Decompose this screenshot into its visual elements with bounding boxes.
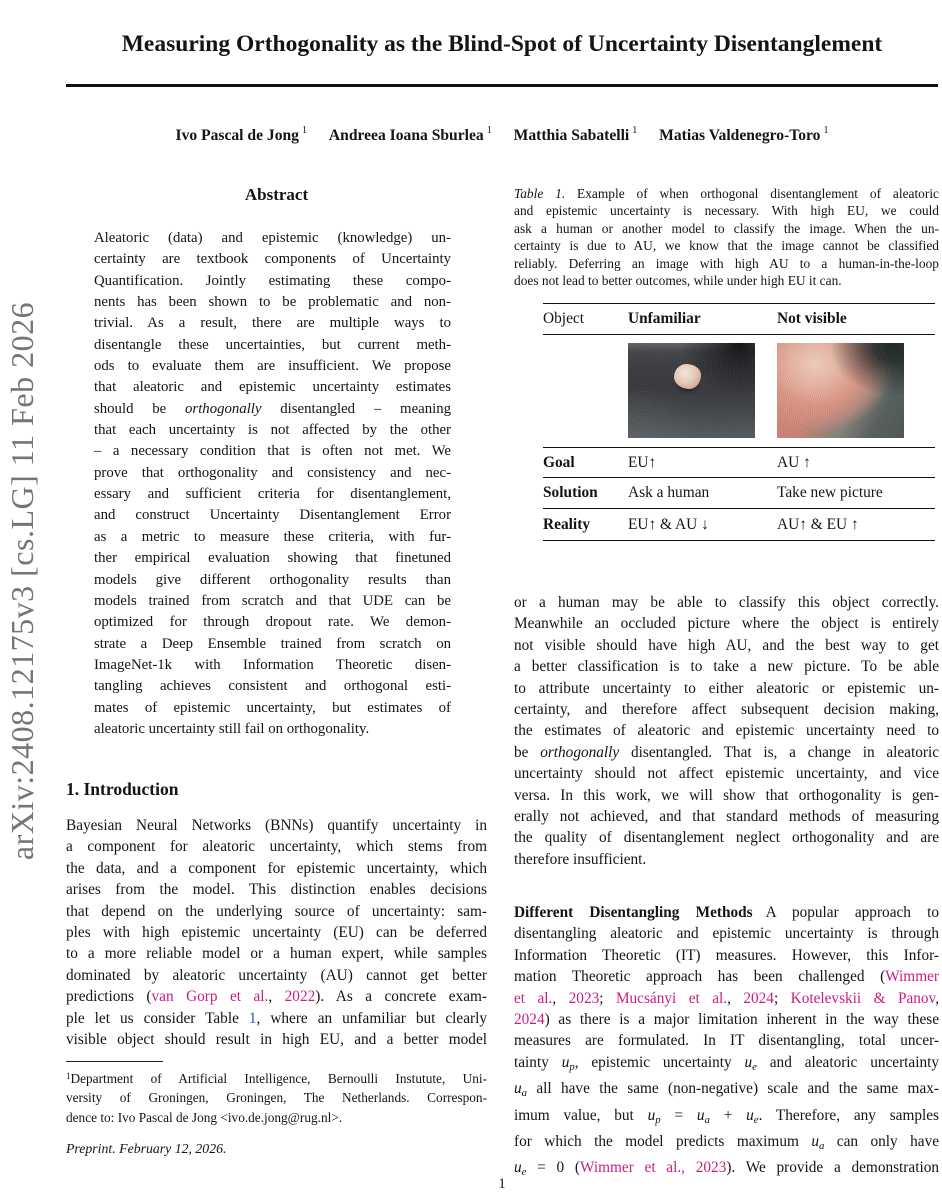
text-span: ). As a concrete exam- bbox=[315, 988, 487, 1006]
text-span: tangling achieves consistent and orthogonal esti- bbox=[94, 678, 451, 695]
author-name: Ivo Pascal de Jong $^1$ bbox=[175, 125, 307, 144]
text-span: mates of epistemic uncertainty, but estimates of bbox=[94, 699, 451, 716]
text-line bbox=[514, 1078, 939, 1104]
footnote-text bbox=[66, 1067, 487, 1127]
text-span: erally not achieved, and that standard methods of measuring bbox=[514, 808, 939, 826]
text-line bbox=[514, 849, 939, 870]
text-span: imum value, but bbox=[514, 1106, 648, 1124]
citation-link[interactable]: Wimmer et al., 2023 bbox=[580, 1159, 727, 1177]
text-span: a better classification is to take a new picture. To be able bbox=[514, 658, 939, 676]
text-span: should be bbox=[94, 400, 186, 417]
text-line bbox=[94, 313, 451, 334]
occluded-photo bbox=[777, 343, 904, 438]
citation-link[interactable]: Mucsányi et al. bbox=[615, 989, 728, 1007]
text-span: prove that orthogonality and consistency and nec- bbox=[94, 464, 451, 481]
text-span: ods to evaluate them are insufficient. We propose bbox=[94, 358, 451, 375]
text-span: 1 bbox=[66, 1071, 71, 1081]
text-span: reliably. Deferring an image with high AU to a human-in-the-loop bbox=[514, 255, 939, 271]
text-line bbox=[94, 548, 451, 569]
text-line bbox=[514, 923, 939, 944]
text-line bbox=[94, 292, 451, 313]
text-line bbox=[94, 335, 451, 356]
text-line bbox=[514, 1157, 939, 1183]
text-span: be bbox=[514, 743, 541, 761]
text-line bbox=[514, 592, 939, 613]
text-span: can only have bbox=[824, 1133, 940, 1151]
text-span: u bbox=[746, 1106, 754, 1124]
text-span: and aleatoric uncertainty bbox=[756, 1053, 939, 1071]
goal-not-visible-cell: AU ↑ bbox=[777, 453, 811, 471]
abstract-heading: Abstract bbox=[244, 185, 309, 204]
text-line bbox=[514, 806, 939, 827]
text-line bbox=[66, 879, 487, 900]
text-span: ImageNet-1k with Information Theoretic disen- bbox=[94, 656, 451, 673]
text-line bbox=[514, 272, 939, 289]
table-row-solution bbox=[543, 478, 935, 508]
unfamiliar-object-photo bbox=[628, 343, 755, 438]
text-line bbox=[94, 271, 451, 292]
author-affiliation-sup: 1 bbox=[823, 125, 829, 136]
text-span: = bbox=[660, 1106, 697, 1124]
table-row-goal bbox=[543, 448, 935, 477]
text-line bbox=[94, 441, 451, 462]
section-heading-introduction: 1. Introduction bbox=[66, 779, 179, 799]
text-span: uncertainty should not affect epistemic uncertainty, and vice bbox=[514, 765, 939, 783]
text-line bbox=[66, 1067, 487, 1088]
text-line bbox=[514, 763, 939, 784]
page-title: Measuring Orthogonality as the Blind-Spot of Uncertainty Disentanglement bbox=[121, 31, 883, 57]
text-line bbox=[94, 698, 451, 719]
text-line bbox=[66, 1088, 487, 1107]
text-span: essary and sufficient criteria for disentanglement, bbox=[94, 486, 451, 503]
text-span: the quality of disentanglement neglect orthogonality and are bbox=[514, 829, 939, 847]
text-span: visible object should result in high EU, and a better model bbox=[66, 1031, 487, 1049]
table-image-row bbox=[543, 335, 935, 447]
text-span: models trained from scratch and that UDE can be bbox=[94, 592, 451, 609]
author-affiliation-sup: 1 bbox=[486, 125, 492, 136]
text-span: ) as there is a major limitation inherent in the way these bbox=[544, 1011, 939, 1029]
page-number: 1 bbox=[498, 1176, 506, 1192]
text-span: ples with high epistemic uncertainty (EU) can be deferred bbox=[66, 924, 487, 942]
text-line bbox=[514, 966, 939, 987]
text-span: disentangled – meaning bbox=[261, 400, 452, 417]
text-line bbox=[66, 922, 487, 943]
text-span: A popular approach to bbox=[765, 904, 939, 921]
text-line bbox=[66, 1108, 487, 1127]
text-span: to attribute uncertainty to either aleatoric or epistemic un- bbox=[514, 679, 939, 697]
text-line bbox=[94, 463, 451, 484]
citation-link[interactable]: Kotelevskii & Panov bbox=[790, 989, 936, 1007]
text-line bbox=[514, 237, 939, 254]
text-line bbox=[94, 399, 451, 420]
text-span: the estimates of aleatoric and epistemic uncertainty need to bbox=[514, 722, 939, 740]
text-span: Quantification. Jointly estimating these compo- bbox=[94, 272, 451, 289]
author-line bbox=[66, 119, 938, 148]
text-line bbox=[66, 965, 487, 986]
author-name: Matthia Sabatelli $^1$ bbox=[513, 125, 638, 144]
goal-unfamiliar-cell: EU↑ bbox=[628, 453, 657, 471]
text-line bbox=[66, 901, 487, 922]
text-line bbox=[514, 988, 939, 1009]
text-span: certainty are textbook components of Uncertainty bbox=[94, 251, 451, 268]
text-line bbox=[94, 655, 451, 676]
text-span: p bbox=[569, 1060, 575, 1073]
text-span: or a human may be able to classify this object correctly. bbox=[514, 594, 939, 611]
text-line bbox=[514, 202, 939, 219]
text-line bbox=[66, 858, 487, 879]
text-span: therefore insufficient. bbox=[514, 850, 647, 868]
text-line bbox=[94, 527, 451, 548]
text-span: , epistemic uncertainty bbox=[574, 1053, 745, 1071]
body-paragraph-different-disentangling-methods bbox=[514, 902, 939, 1184]
table-header-not-visible: Not visible bbox=[777, 310, 847, 327]
text-span: trivial. As a result, there are multiple ways to bbox=[94, 315, 451, 332]
text-span: Information Theoretic (IT) measures. However, this Infor- bbox=[514, 946, 939, 964]
text-span: aleatoric uncertainty still fail on orthogonality. bbox=[94, 720, 370, 737]
text-line bbox=[66, 836, 487, 857]
abstract-text bbox=[94, 228, 451, 740]
text-line bbox=[94, 719, 451, 740]
text-span: ple let us consider Table bbox=[66, 1009, 249, 1027]
text-span: a bbox=[521, 1087, 528, 1100]
text-span: , bbox=[268, 988, 285, 1006]
solution-unfamiliar-cell: Ask a human bbox=[628, 484, 710, 501]
text-span: ask a human or another model to classify the image. When the un- bbox=[514, 220, 939, 236]
text-line bbox=[94, 591, 451, 612]
text-span: a component for aleatoric uncertainty, which stems from bbox=[66, 838, 487, 856]
text-span: u bbox=[561, 1053, 570, 1071]
text-span: not visible should have high AU, and the best way to get bbox=[514, 636, 939, 654]
text-line bbox=[514, 1052, 939, 1078]
text-span: that each uncertainty is not affected by the other bbox=[94, 422, 451, 439]
text-line bbox=[514, 635, 939, 656]
text-line bbox=[66, 1008, 487, 1029]
text-span: u bbox=[811, 1133, 819, 1151]
text-line bbox=[514, 1131, 939, 1157]
citation-link[interactable]: van Gorp et al. bbox=[151, 988, 269, 1006]
text-line bbox=[514, 902, 939, 923]
text-span: Department of Artificial Intelligence, Bernoulli Instutute, Uni- bbox=[70, 1071, 487, 1086]
text-span: Aleatoric (data) and epistemic (knowledge) un- bbox=[94, 230, 451, 246]
text-line bbox=[514, 678, 939, 699]
text-span: , bbox=[935, 989, 940, 1007]
text-span: does not lead to better outcomes, while under high EU it can. bbox=[514, 273, 842, 289]
text-span: Table 1. bbox=[514, 186, 566, 201]
table-header-object: Object bbox=[543, 310, 585, 327]
text-span: Different Disentangling Methods bbox=[514, 904, 753, 921]
text-span: and construct Uncertainty Disentanglement Error bbox=[94, 507, 451, 524]
text-span: versity of Groningen, Groningen, The Netherlands. Correspon- bbox=[66, 1090, 487, 1106]
text-line bbox=[94, 484, 451, 505]
text-span: + bbox=[709, 1106, 747, 1124]
text-span: models give different orthogonality results than bbox=[94, 571, 451, 588]
text-span: optimized for through dropout rate. We demon- bbox=[94, 614, 451, 631]
text-span: ther empirical evaluation showing that finetuned bbox=[94, 550, 451, 567]
text-span: ; bbox=[773, 989, 791, 1007]
text-span: e bbox=[521, 1166, 527, 1179]
reality-not-visible-cell: AU↑ & EU ↑ bbox=[777, 515, 859, 533]
text-span: strate a Deep Ensemble trained from scratch on bbox=[94, 635, 451, 652]
text-span: Bayesian Neural Networks (BNNs) quantify uncertainty in bbox=[66, 817, 487, 834]
text-line bbox=[66, 815, 487, 836]
text-span: the data, and a component for epistemic uncertainty, which bbox=[66, 859, 487, 877]
text-span: u bbox=[696, 1106, 705, 1124]
citation-link[interactable]: et al. bbox=[514, 989, 553, 1007]
text-span: mation Theoretic approach has been challenged ( bbox=[514, 968, 886, 986]
text-line bbox=[94, 228, 451, 249]
photo-grain bbox=[777, 343, 904, 438]
text-span: u bbox=[514, 1080, 522, 1098]
table-ref-link[interactable]: 1 bbox=[248, 1009, 257, 1027]
text-span: dominated by aleatoric uncertainty (AU) cannot get better bbox=[66, 966, 487, 984]
text-line bbox=[66, 986, 487, 1007]
preprint-notice: Preprint. February 12, 2026. bbox=[66, 1141, 227, 1156]
text-line bbox=[66, 1029, 487, 1050]
author-affiliation-sup: 1 bbox=[301, 125, 307, 136]
text-line bbox=[66, 943, 487, 964]
citation-link[interactable]: Wimmer bbox=[885, 968, 939, 986]
text-span: that aleatoric and epistemic uncertainty estimates bbox=[94, 379, 451, 396]
text-span: a bbox=[704, 1113, 710, 1126]
text-span: and epistemic uncertainty is necessary. With high EU, we could bbox=[514, 203, 939, 219]
text-line bbox=[514, 1009, 939, 1030]
text-line bbox=[514, 785, 939, 806]
text-span: disentangle these uncertainties, but current meth- bbox=[94, 336, 451, 353]
introduction-text bbox=[66, 815, 487, 1050]
author-affiliation-sup: 1 bbox=[632, 125, 638, 136]
text-span: a bbox=[818, 1140, 825, 1153]
text-span: – a necessary condition that is often not met. We bbox=[94, 443, 451, 460]
text-span: p bbox=[655, 1113, 661, 1126]
footnote-divider bbox=[66, 1061, 163, 1062]
text-span: predictions ( bbox=[66, 988, 152, 1006]
text-span: certainty is due to AU, we know that the image cannot be classified bbox=[514, 238, 939, 254]
table1 bbox=[543, 303, 935, 541]
text-line bbox=[94, 505, 451, 526]
text-line bbox=[94, 377, 451, 398]
text-span: Example of when orthogonal disentanglement of aleatoric bbox=[565, 186, 939, 201]
text-line bbox=[514, 613, 939, 634]
row-label: Solution bbox=[543, 484, 598, 501]
citation-link[interactable]: 2024 bbox=[514, 1011, 545, 1029]
text-span: disentangled. That is, a change in aleatoric bbox=[619, 743, 940, 761]
text-line bbox=[94, 676, 451, 697]
text-line bbox=[514, 220, 939, 237]
table1-caption bbox=[514, 185, 939, 289]
title-divider bbox=[66, 84, 938, 87]
text-span: ; bbox=[599, 989, 616, 1007]
text-span: certainty, and therefore affect subsequent decision making, bbox=[514, 701, 939, 719]
text-span: disentangling aleatoric and epistemic uncertainty is through bbox=[514, 925, 939, 943]
table-row-reality bbox=[543, 509, 935, 540]
text-line bbox=[94, 420, 451, 441]
text-line bbox=[514, 699, 939, 720]
text-span: , bbox=[552, 989, 569, 1007]
table-header-row bbox=[543, 304, 935, 334]
text-span: orthogonally bbox=[185, 400, 262, 417]
text-span: that depend on the underlying source of uncertainty: sam- bbox=[66, 902, 487, 920]
text-line bbox=[514, 742, 939, 763]
reality-unfamiliar-cell: EU↑ & AU ↓ bbox=[628, 515, 709, 533]
text-line bbox=[94, 570, 451, 591]
text-span: to a more reliable model or a human expert, while samples bbox=[66, 945, 487, 963]
text-line bbox=[94, 634, 451, 655]
text-span: = 0 ( bbox=[526, 1159, 581, 1177]
text-span: u bbox=[514, 1159, 522, 1177]
text-span: nents has been shown to be problematic and non- bbox=[94, 294, 451, 311]
text-line bbox=[514, 1105, 939, 1131]
author-name: Andreea Ioana Sburlea $^1$ bbox=[328, 125, 492, 144]
text-span: , where an unfamiliar but clearly bbox=[256, 1009, 487, 1027]
text-span: Meanwhile an occluded picture where the object is entirely bbox=[514, 615, 939, 633]
text-line bbox=[94, 249, 451, 270]
citation-link[interactable]: 2023 bbox=[568, 989, 600, 1007]
text-span: for which the model predicts maximum bbox=[514, 1133, 812, 1151]
table-rule-bottom bbox=[543, 540, 935, 541]
text-span: all have the same (non-negative) scale and the same max- bbox=[527, 1080, 939, 1098]
text-span: u bbox=[744, 1053, 753, 1071]
text-span: measures are formulated. In IT disentangling, total uncer- bbox=[514, 1032, 939, 1050]
text-line bbox=[94, 356, 451, 377]
solution-not-visible-cell: Take new picture bbox=[777, 484, 883, 501]
text-line bbox=[514, 720, 939, 741]
text-span: , bbox=[727, 989, 744, 1007]
text-line bbox=[514, 255, 939, 272]
citation-link[interactable]: 2024 bbox=[743, 989, 774, 1007]
text-line bbox=[94, 612, 451, 633]
text-span: u bbox=[647, 1106, 656, 1124]
text-span: dence to: Ivo Pascal de Jong <ivo.de.jong@rug.nl>. bbox=[66, 1109, 343, 1125]
table-header-unfamiliar: Unfamiliar bbox=[628, 310, 701, 327]
text-span: as a metric to measure these criteria, with fur- bbox=[94, 528, 451, 545]
body-paragraph-1 bbox=[514, 592, 939, 870]
photo-grain bbox=[628, 343, 755, 438]
text-span: . Therefore, any samples bbox=[758, 1106, 940, 1124]
text-span: ). We provide a demonstration bbox=[726, 1159, 939, 1177]
text-span: versa. In this work, we will show that orthogonality is gen- bbox=[514, 786, 939, 804]
author-name: Matias Valdenegro-Toro $^1$ bbox=[659, 125, 829, 144]
arxiv-watermark: arXiv:2408.12175v3 [cs.LG] 11 Feb 2026 bbox=[4, 301, 40, 861]
text-span: e bbox=[752, 1060, 757, 1073]
text-line bbox=[514, 945, 939, 966]
text-span: orthogonally bbox=[540, 743, 620, 761]
text-line bbox=[514, 185, 939, 202]
text-line bbox=[514, 1030, 939, 1051]
citation-link[interactable]: 2022 bbox=[284, 988, 316, 1006]
row-label: Goal bbox=[543, 453, 575, 471]
text-span: arises from the model. This distinction enables decisions bbox=[66, 881, 487, 899]
row-label: Reality bbox=[543, 515, 591, 533]
text-line bbox=[514, 656, 939, 677]
text-span: tainty bbox=[514, 1053, 562, 1071]
text-span: e bbox=[753, 1113, 759, 1126]
text-line bbox=[514, 827, 939, 848]
